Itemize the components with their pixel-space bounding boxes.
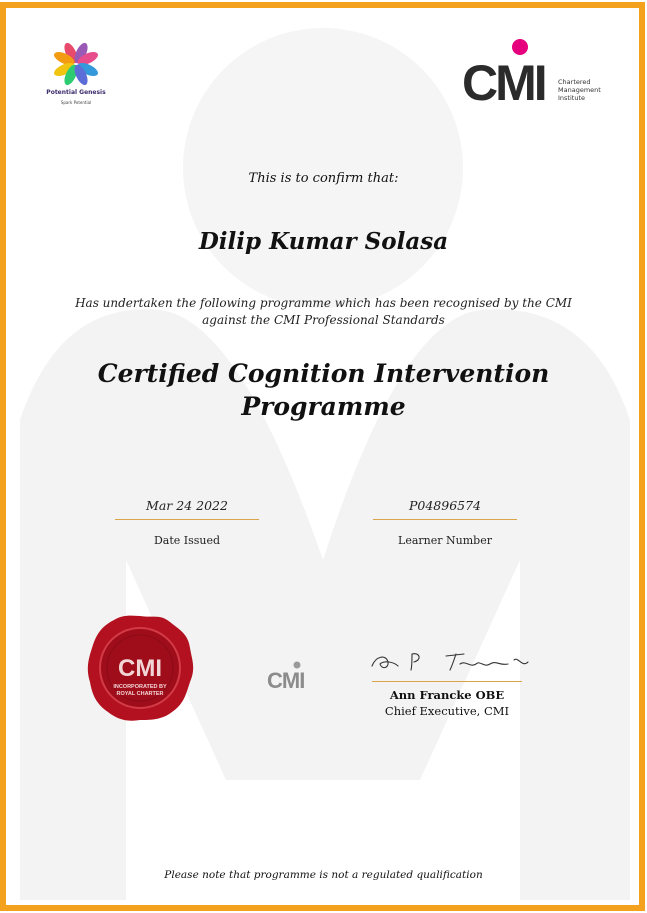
signature-icon <box>368 646 534 674</box>
undertaken-text: Has undertaken the following programme which has been recognised by the CMI against the CMI Professional Standards <box>75 296 572 327</box>
seal-wordmark: CMI <box>118 655 162 682</box>
cmi-small-wordmark: CMI <box>267 668 305 690</box>
footer-note: Please note that programme is not a regulated qualification <box>164 869 483 881</box>
signer-title: Chief Executive, CMI <box>384 704 510 718</box>
programme-title: Certified Cognition Intervention Programme <box>97 359 550 421</box>
learner-number-rule <box>373 519 517 520</box>
confirm-text: This is to confirm that: <box>248 171 399 186</box>
cmi-logo-subtitle <box>558 78 618 102</box>
date-issued-value: Mar 24 2022 <box>146 498 228 513</box>
royal-charter-seal-icon <box>84 612 196 724</box>
learner-number-label: Learner Number <box>398 534 492 547</box>
seal-line-2: ROYAL CHARTER <box>116 691 164 697</box>
seal-line-1: INCORPORATED BY <box>113 684 167 690</box>
recipient-name: Dilip Kumar Solasa <box>198 228 449 255</box>
cmi-subtitle-line: Chartered <box>558 78 591 86</box>
partner-logo-name: Potential Genesis <box>46 89 106 96</box>
signature-rule <box>372 681 522 682</box>
cmi-subtitle-line: Management <box>558 86 601 94</box>
cmi-subtitle-line: Institute <box>558 94 585 102</box>
date-issued-rule <box>115 519 259 520</box>
cmi-logo-icon <box>460 38 552 104</box>
partner-logo-tagline: Spark Potential <box>60 100 92 105</box>
cmi-logo-wordmark: CMI <box>462 55 545 104</box>
signer-name: Ann Francke OBE <box>389 688 505 702</box>
date-issued-label: Date Issued <box>153 534 221 547</box>
cmi-small-logo-icon <box>266 660 314 690</box>
learner-number-value: P04896574 <box>408 498 482 513</box>
